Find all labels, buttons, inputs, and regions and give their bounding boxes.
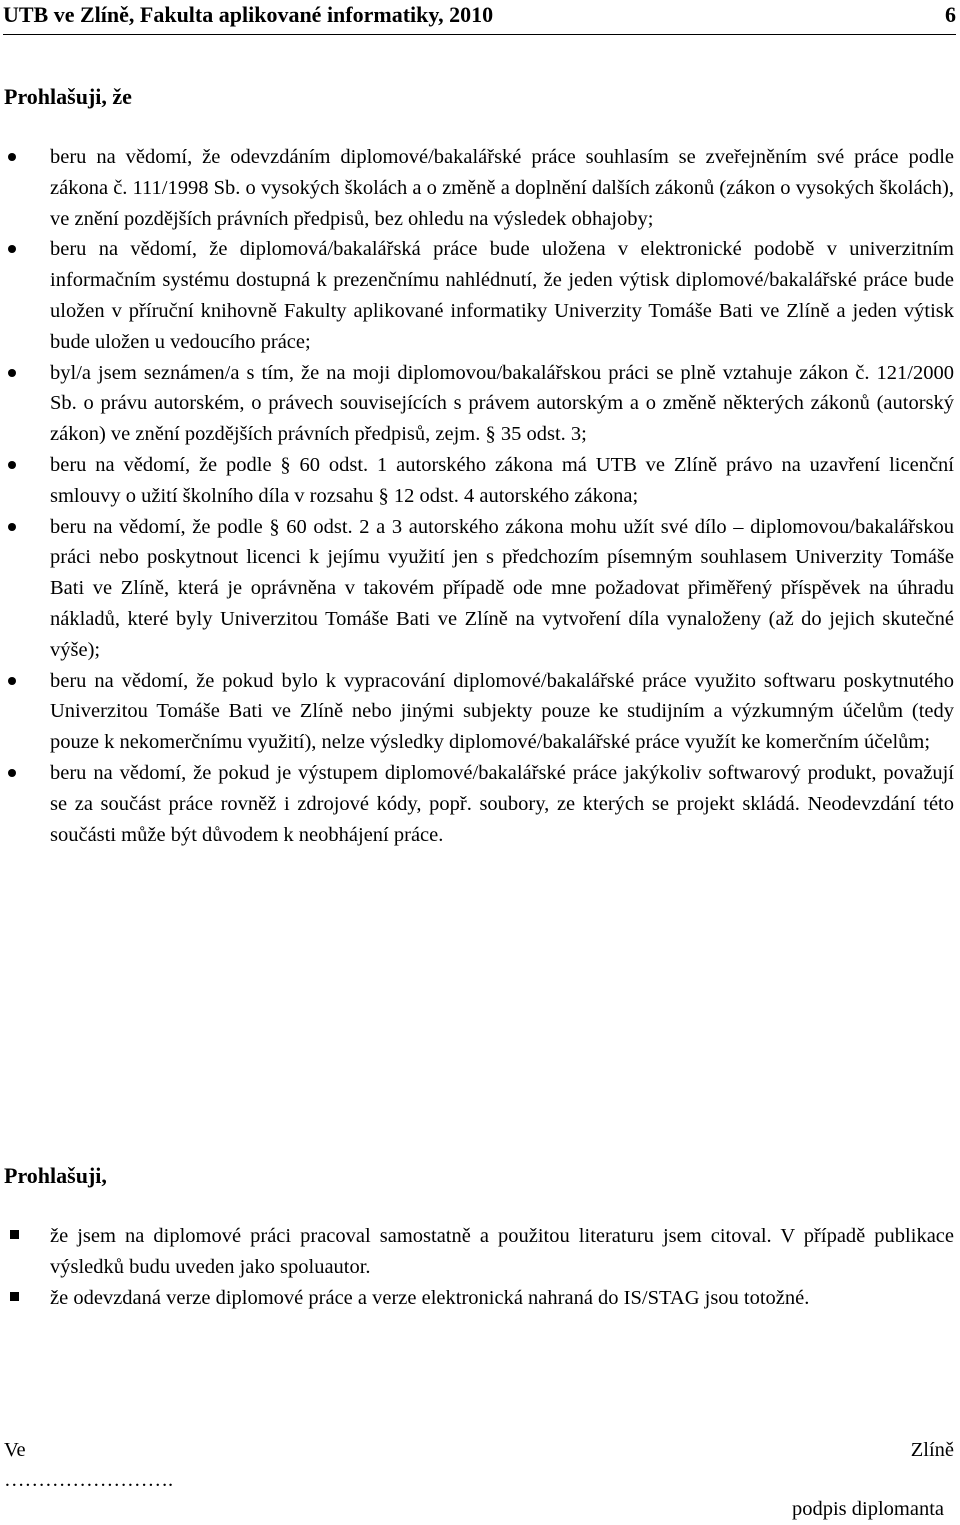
section1-heading: Prohlašuji, že (4, 84, 132, 109)
list-item-text: beru na vědomí, že odevzdáním diplomové/bakalářské práce souhlasím se zveřejněním své práce podle zákona č. 111/1998 Sb. o vysokých školách a o změně a doplnění dalších zákonů (zákon o vysokých školách), ve znění pozdějších právních předpisů, bez ohledu na výsledek obhajoby; (50, 146, 954, 230)
list-item (0, 666, 960, 758)
signature-label: podpis diplomanta (791, 1498, 944, 1520)
bullet-icon (8, 153, 16, 161)
list-item (0, 758, 960, 850)
page-header (3, 0, 956, 35)
list-item (0, 234, 960, 357)
page-number: 6 (945, 2, 956, 27)
square-bullet-icon (10, 1230, 19, 1239)
list-item-text: beru na vědomí, že pokud je výstupem diplomové/bakalářské práce jakýkoliv softwarový produkt, považují se za součást práce rovněž i zdrojové kódy, popř. soubory, ze kterých se projekt skládá. Neodevzdání této součásti může být důvodem k neobhájení práce. (50, 761, 954, 846)
list-item-text: beru na vědomí, že pokud bylo k vypracování diplomové/bakalářské práce využito softwaru poskytnutého Univerzitou Tomáše Bati ve Zlíně nebo jinými subjekty pouze ke studijním a výzkumným účelům (tedy pouze k nekomerčnímu využití), nelze výsledky diplomové/bakalářské práce využít ke komerčním účelům; (50, 669, 954, 754)
bullet-icon (8, 245, 16, 253)
list-item-text: že odevzdaná verze diplomové práce a verze elektronická nahraná do IS/STAG jsou totožné. (50, 1286, 810, 1309)
list-item (0, 512, 960, 666)
header-title: UTB ve Zlíně, Fakulta aplikované informatiky, 2010 (3, 2, 494, 27)
bullet-icon (8, 369, 16, 377)
list-item (0, 1283, 960, 1314)
date-placeholder: ……………………. (4, 1469, 174, 1491)
list-item-text: že jsem na diplomové práci pracoval samostatně a použitou literaturu jsem citoval. V případě publikace výsledků budu uveden jako spoluautor. (50, 1225, 954, 1278)
square-bullet-icon (10, 1292, 19, 1301)
declaration-list-2 (0, 1221, 960, 1313)
bullet-icon (8, 677, 16, 685)
bullet-icon (8, 461, 16, 469)
list-item-text: beru na vědomí, že diplomová/bakalářská práce bude uložena v elektronické podobě v univerzitním informačním systému dostupná k prezenčnímu nahlédnutí, že jeden výtisk diplomové/bakalářské práce bude uložen v příruční knihovně Fakulty aplikované informatiky Univerzity Tomáše Bati ve Zlíně a jeden výtisk bude uložen u vedoucího práce; (50, 238, 954, 353)
list-item-text: byl/a jsem seznámen/a s tím, že na moji diplomovou/bakalářskou práci se plně vztahuje zákon č. 121/2000 Sb. o právu autorském, o právech souvisejících s právem autorským a o změně některých zákonů (autorský zákon) ve znění pozdějších právních předpisů, zejm. § 35 odst. 3; (50, 361, 954, 446)
list-item (0, 1221, 960, 1283)
bullet-icon (8, 769, 16, 777)
list-item (0, 358, 960, 450)
list-item (0, 142, 960, 234)
list-item-text: beru na vědomí, že podle § 60 odst. 2 a 3 autorského zákona mohu užít své dílo – diplomovou/bakalářskou práci nebo poskytnout licenci k jejímu využití jen s předchozím písemným souhlasem Univerzity Tomáše Bati ve Zlíně, která je oprávněna v takovém případě ode mne požadovat přiměřený příspěvek na úhradu nákladů, které byly Univerzitou Tomáše Bati ve Zlíně na vytvoření díla vynaloženy (až do jejich skutečné výše); (50, 515, 954, 661)
list-item (0, 450, 960, 512)
bullet-icon (8, 523, 16, 531)
section2-heading: Prohlašuji, (4, 1163, 107, 1188)
list-item-text: beru na vědomí, že podle § 60 odst. 1 autorského zákona má UTB ve Zlíně právo na uzavření licenční smlouvy o užití školního díla v rozsahu § 12 odst. 4 autorského zákona; (50, 453, 954, 507)
declaration-list (0, 142, 960, 850)
place-suffix: Zlíně (910, 1439, 954, 1461)
place-prefix: Ve (4, 1439, 26, 1461)
